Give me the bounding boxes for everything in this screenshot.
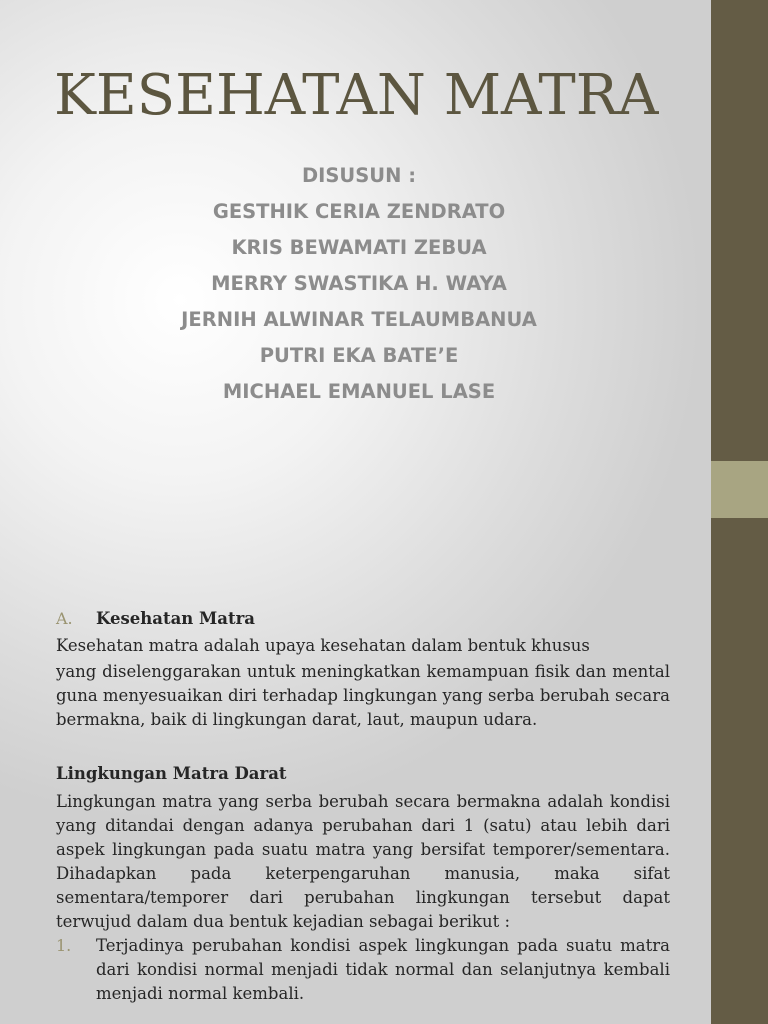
list-item	[56, 934, 670, 1006]
subsection-paragraph: Lingkungan matra yang serba berubah secara bermakna adalah kondisi yang ditandai dengan adanya perubahan dari 1 (satu) atau lebih dari aspek lingkungan pada suatu matra yang bersifat temporer/sementara. Dihadapkan pada keterpengaruhan manusia, maka sifat sementara/temporer dari perubahan lingkungan tersebut dapat terwujud dalam dua bentuk kejadian sebagai berikut :	[56, 792, 670, 931]
slide-content	[56, 606, 670, 1006]
list-marker: 1.	[56, 936, 72, 955]
author-name: MICHAEL EMANUEL LASE	[222, 380, 496, 403]
intro-line: Kesehatan matra adalah upaya kesehatan dalam bentuk khusus	[56, 636, 590, 655]
author-list	[60, 158, 658, 410]
list-text: Terjadinya perubahan kondisi aspek lingkungan pada suatu matra dari kondisi normal menjadi tidak normal dan selanjutnya kembali menjadi normal kembali.	[96, 936, 670, 1003]
section-heading	[56, 606, 670, 632]
intro-paragraph: yang diselenggarakan untuk meningkatkan kemampuan fisik dan mental guna menyesuaikan diri terhadap lingkungan yang serba berubah secara bermakna, baik di lingkungan darat, laut, maupun udara.	[56, 662, 670, 729]
author-name: PUTRI EKA BATE’E	[259, 344, 459, 367]
section-marker: A.	[56, 609, 73, 628]
decorative-side-accent	[711, 461, 768, 518]
author-name: KRIS BEWAMATI ZEBUA	[231, 236, 487, 259]
slide-title: KESEHATAN MATRA	[54, 63, 659, 128]
author-name: MERRY SWASTIKA H. WAYA	[211, 272, 507, 295]
author-list-heading: DISUSUN :	[301, 164, 417, 187]
section-title: Kesehatan Matra	[96, 609, 255, 628]
author-name: GESTHIK CERIA ZENDRATO	[212, 200, 506, 223]
author-name: JERNIH ALWINAR TELAUMBANUA	[181, 308, 537, 331]
subsection-title: Lingkungan Matra Darat	[56, 764, 287, 783]
